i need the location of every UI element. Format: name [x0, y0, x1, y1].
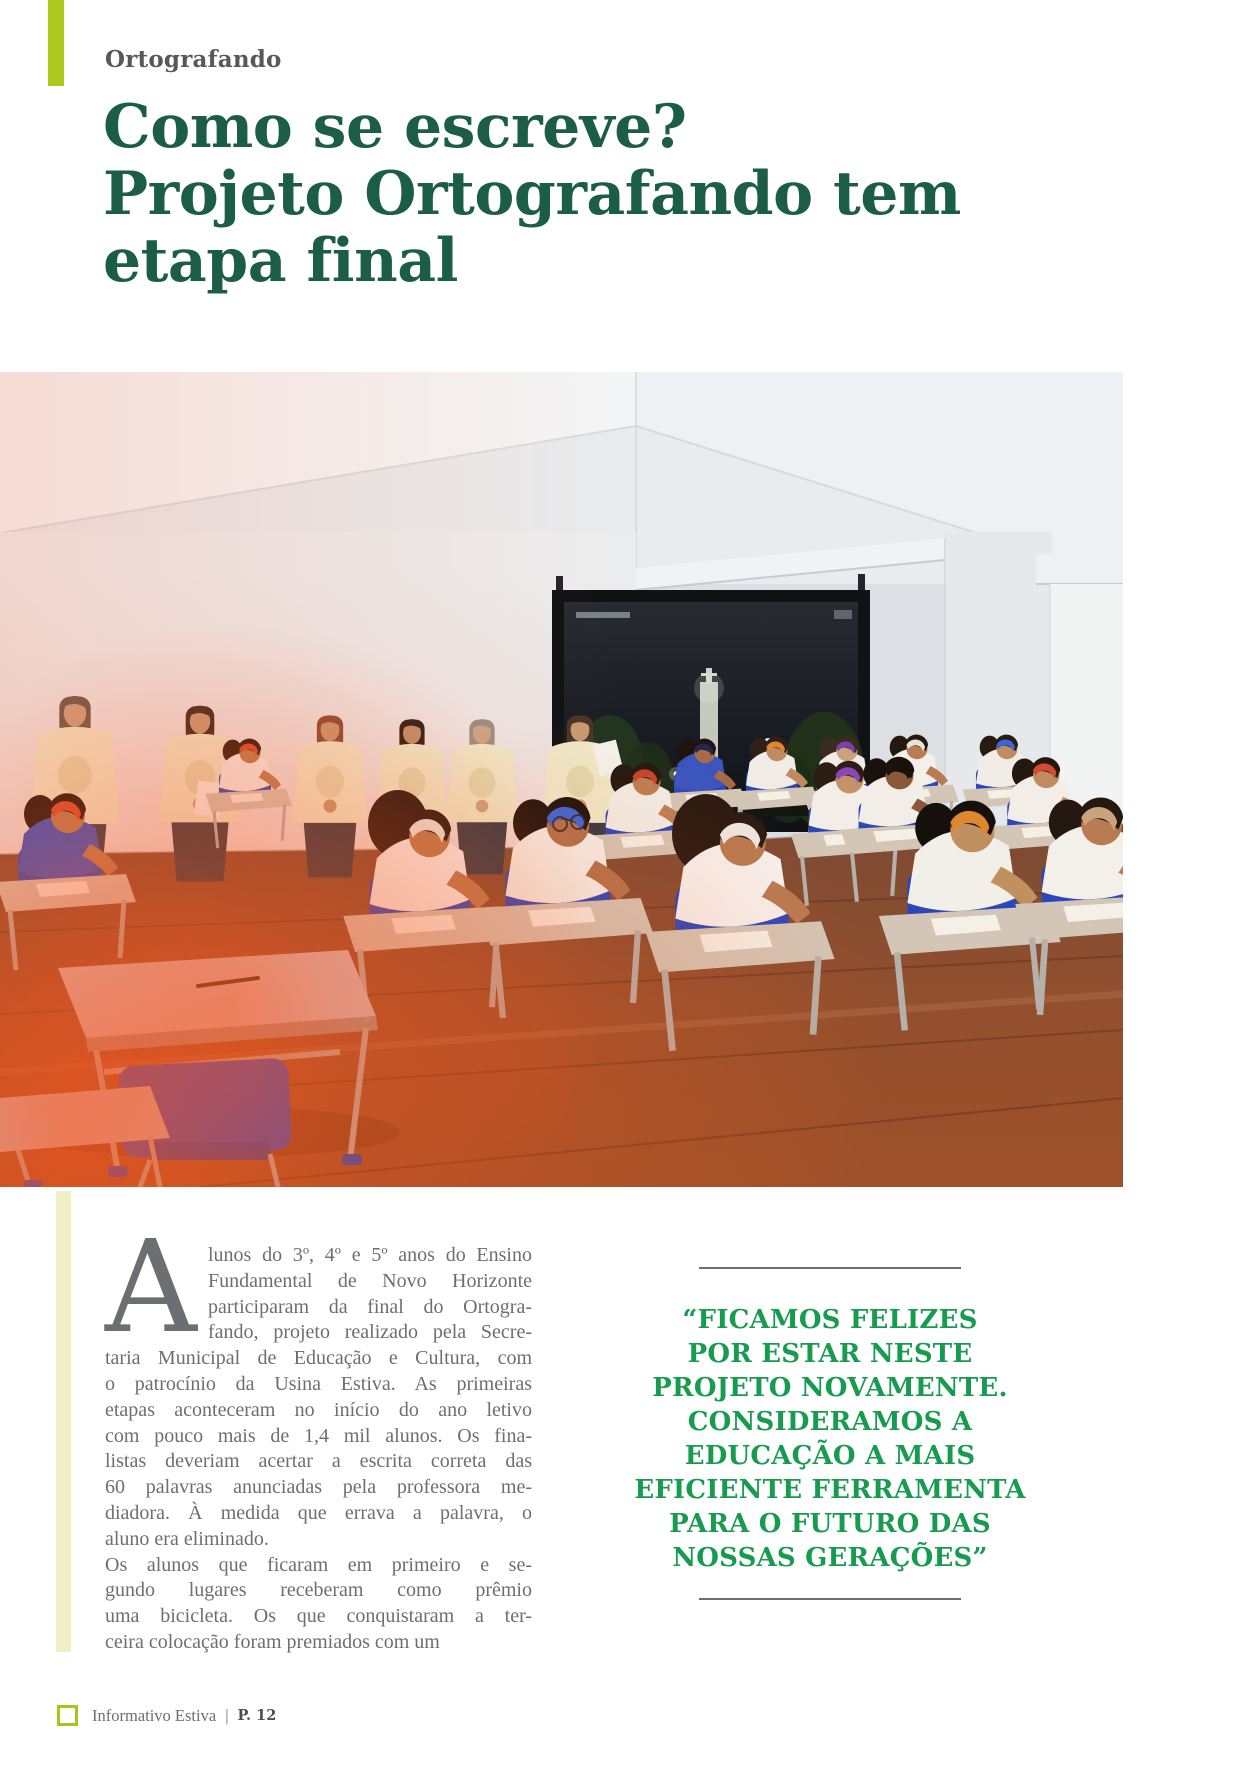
quote-line: PARA O FUTURO DAS [669, 1509, 991, 1539]
quote-line: EDUCAÇÃO A MAIS [684, 1441, 976, 1471]
drop-cap: A [105, 1213, 197, 1361]
publication-name: Informativo Estiva [92, 1705, 217, 1725]
quote-line: POR ESTAR NESTE [687, 1339, 973, 1369]
body-line: etapas aconteceram no início do ano letivo [105, 1398, 532, 1421]
body-line: ceira colocação foram premiados com um [105, 1630, 440, 1653]
body-line: 60 palavras anunciadas pela professora me- [105, 1476, 532, 1499]
page-number: P. 12 [237, 1707, 277, 1724]
body-line: fando, projeto realizado pela Secre- [208, 1321, 532, 1344]
body-line: Fundamental de Novo Horizonte [208, 1269, 532, 1292]
body-line: uma bicicleta. Os que conquistaram a ter- [105, 1605, 532, 1628]
classroom-photo [0, 372, 1123, 1187]
footer-square-icon [57, 1705, 78, 1726]
body-line: listas deveriam acertar a escrita correta das [105, 1450, 532, 1473]
body-line: o patrocínio da Usina Estiva. As primeiras [105, 1372, 532, 1395]
quote-line: CONSIDERAMOS A [687, 1407, 973, 1437]
body-line: com pouco mais de 1,4 mil alunos. Os fina- [105, 1424, 532, 1447]
body-line: gundo lugares receberam como prêmio [105, 1579, 532, 1602]
body-line: aluno era eliminado. [105, 1527, 269, 1550]
quote-line: EFICIENTE FERRAMENTA [634, 1475, 1026, 1505]
body-line: lunos do 3º, 4º e 5º anos do Ensino [208, 1244, 532, 1266]
article-accent-rule [56, 1191, 71, 1652]
section-kicker: Ortografando [105, 46, 282, 73]
quote-line: “FICAMOS FELIZES [682, 1305, 978, 1335]
headline-line: etapa final [103, 226, 458, 296]
pull-quote-rule-top [699, 1267, 961, 1269]
classroom-photo-art [0, 372, 1123, 1187]
body-line: taria Municipal de Educação e Cultura, com [105, 1347, 532, 1370]
red-light-glow [0, 372, 1123, 1187]
body-line: participaram da final do Ortogra- [208, 1295, 532, 1318]
article-body [105, 1213, 532, 1656]
article-headline [103, 94, 961, 295]
pull-quote-rule-bottom [699, 1598, 961, 1600]
quote-line: NOSSAS GERAÇÕES” [672, 1543, 988, 1573]
section-accent-bar [48, 0, 64, 86]
pull-quote [625, 1303, 1035, 1575]
body-line: diadora. À medida que errava a palavra, o [105, 1501, 532, 1524]
headline-line: Projeto Ortografando tem [103, 159, 961, 229]
footer-separator: | [225, 1705, 229, 1725]
page-footer [57, 1705, 276, 1726]
headline-line: Como se escreve? [103, 92, 687, 162]
quote-line: PROJETO NOVAMENTE. [652, 1373, 1008, 1403]
body-line: Os alunos que ficaram em primeiro e se- [105, 1553, 532, 1576]
